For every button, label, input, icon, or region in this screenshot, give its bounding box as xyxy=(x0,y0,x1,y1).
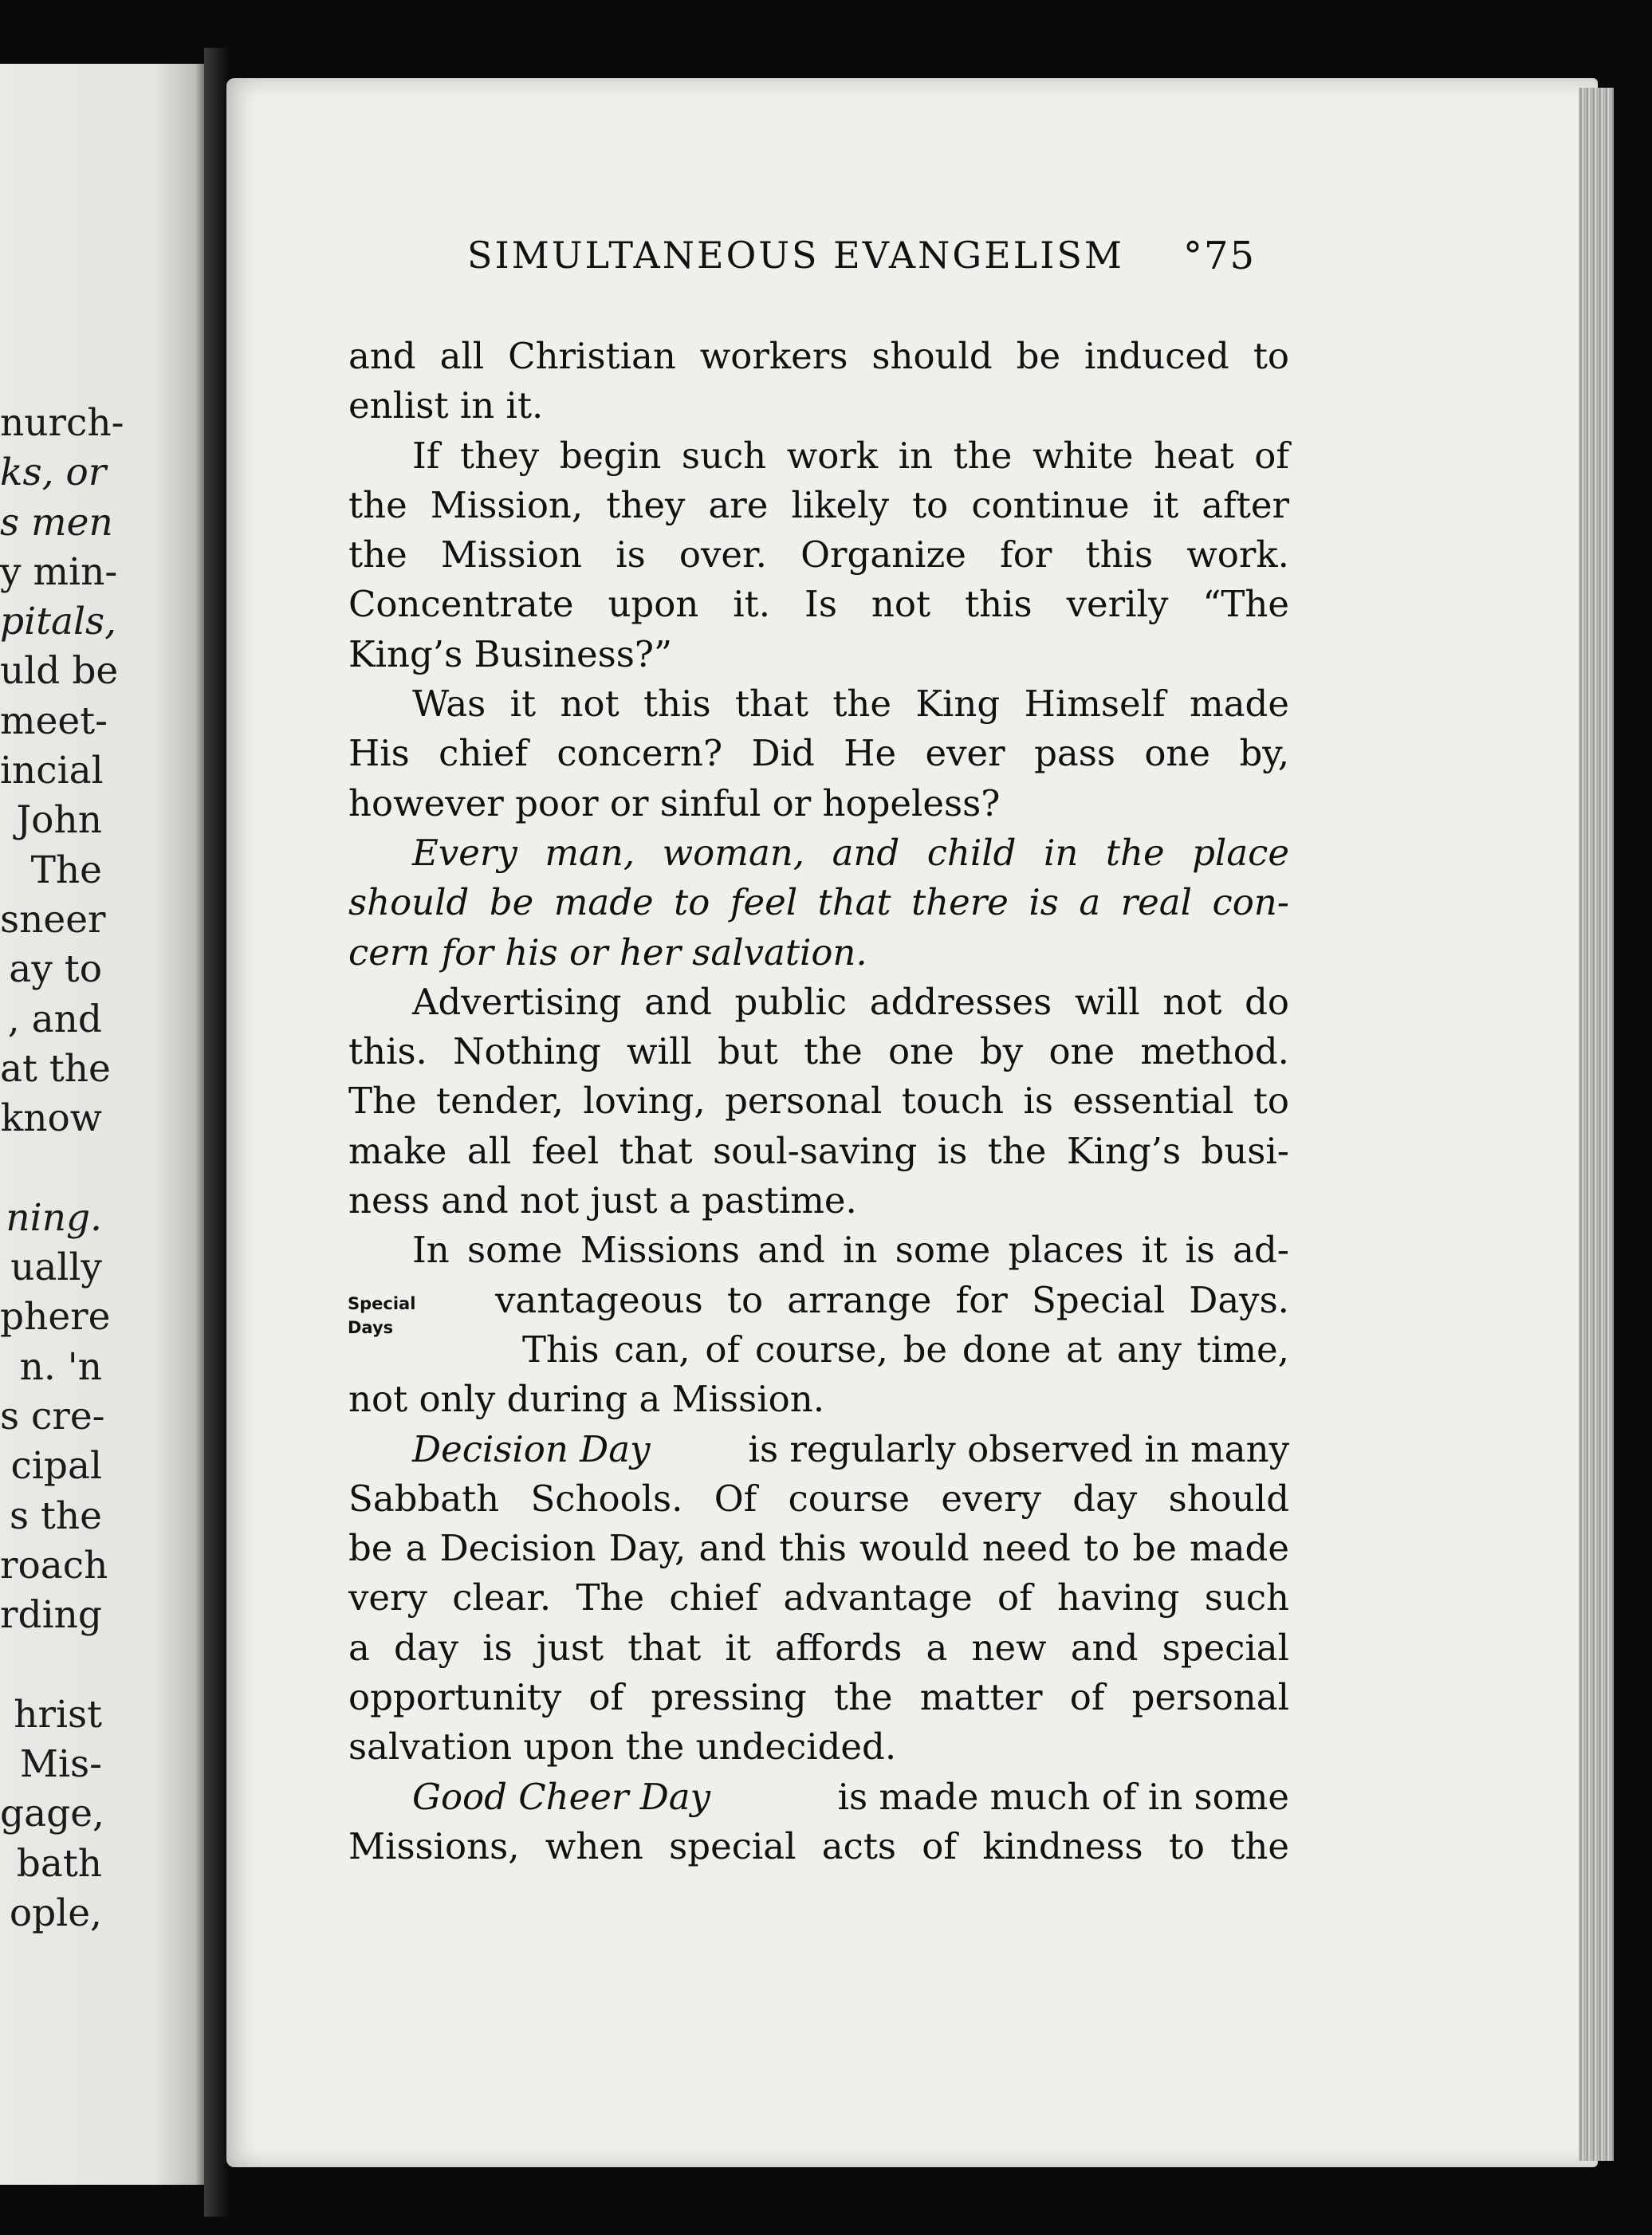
left-line: rding xyxy=(0,1593,102,1638)
text-span: is regularly observed in many xyxy=(748,1427,1289,1470)
text-line: should be made to feel that there is a real con- xyxy=(348,881,1289,924)
text-line: the Mission is over. Organize for this work. xyxy=(348,533,1289,576)
left-line: incial xyxy=(0,749,104,793)
text-line: the Mission, they are likely to continue it after xyxy=(348,483,1289,526)
left-line: ay to xyxy=(9,947,102,992)
text-line: In some Missions and in some places it is ad- xyxy=(412,1229,1289,1272)
text-line: enlist in it. xyxy=(348,384,544,427)
text-line: very clear. The chief advantage of having such xyxy=(348,1576,1289,1619)
text-line: The tender, loving, personal touch is essential to xyxy=(348,1080,1289,1123)
left-line: cipal xyxy=(10,1444,102,1489)
margin-note-line: Days xyxy=(348,1318,394,1337)
left-line: y min- xyxy=(0,549,118,594)
left-line: at the xyxy=(0,1046,111,1091)
text-line: Every man, woman, and child in the place xyxy=(412,831,1289,874)
page-edges xyxy=(1579,88,1614,2161)
left-line: uld be xyxy=(0,649,119,694)
left-page-text xyxy=(0,399,206,1938)
left-line: pitals, xyxy=(0,600,117,644)
text-line: be a Decision Day, and this would need to be made xyxy=(348,1527,1289,1570)
text-line: His chief concern? Did He ever pass one by, xyxy=(348,732,1289,775)
left-line: bath xyxy=(16,1841,102,1886)
text-line: salvation upon the undecided. xyxy=(348,1725,897,1769)
left-line: s cre- xyxy=(0,1394,105,1438)
text-line: cern for his or her salvation. xyxy=(348,931,867,974)
text-line: Advertising and public addresses will not do xyxy=(412,980,1289,1023)
text-line: Sabbath Schools. Of course every day should xyxy=(348,1477,1289,1520)
good-cheer-day-term: Good Cheer Day xyxy=(412,1775,711,1818)
book-gutter xyxy=(204,48,228,2217)
left-line: ually xyxy=(10,1245,102,1290)
left-line: Mis- xyxy=(19,1742,102,1787)
left-line: ning. xyxy=(6,1195,102,1240)
text-line: and all Christian workers should be induced to xyxy=(348,335,1289,377)
left-line xyxy=(0,1640,206,1690)
left-line: John xyxy=(16,798,102,843)
left-line: , and xyxy=(7,997,102,1041)
left-line: s men xyxy=(0,500,113,545)
text-line xyxy=(348,1773,1289,1822)
text-line: This can, of course, be done at any time, xyxy=(522,1328,1289,1371)
left-line: sneer xyxy=(0,897,106,942)
left-line: know xyxy=(0,1096,102,1141)
left-line: hrist xyxy=(14,1692,102,1737)
text-line: If they begin such work in the white heat of xyxy=(412,434,1289,477)
text-line: make all feel that soul-saving is the King’s busi- xyxy=(348,1129,1289,1172)
left-line: n. 'n xyxy=(19,1344,102,1389)
text-line xyxy=(348,1425,1289,1474)
left-line: roach xyxy=(0,1543,108,1588)
text-line: King’s Business?” xyxy=(348,632,672,675)
text-line: a day is just that it affords a new and special xyxy=(348,1626,1289,1669)
text-line: this. Nothing will but the one by one method. xyxy=(348,1030,1289,1073)
text-line: ness and not just a pastime. xyxy=(348,1179,857,1222)
left-line: nurch- xyxy=(0,401,124,445)
left-page xyxy=(0,64,206,2185)
left-line: phere xyxy=(0,1295,111,1340)
left-line: ople, xyxy=(9,1891,102,1935)
text-line: opportunity of pressing the matter of personal xyxy=(348,1676,1289,1719)
margin-note-line: Special xyxy=(348,1294,416,1313)
text-line: Concentrate upon it. Is not this verily “The xyxy=(348,583,1289,626)
running-head: SIMULTANEOUS EVANGELISM xyxy=(467,234,1124,277)
text-span: is made much of in some xyxy=(837,1775,1289,1818)
text-line: vantageous to arrange for Special Days. xyxy=(495,1278,1289,1321)
text-line: not only during a Mission. xyxy=(348,1378,824,1421)
text-line: however poor or sinful or hopeless? xyxy=(348,781,1001,824)
left-line: s the xyxy=(9,1493,102,1538)
left-line: meet- xyxy=(0,698,108,743)
left-line: ks, or xyxy=(0,451,107,495)
left-line xyxy=(0,1143,206,1193)
left-line: The xyxy=(30,848,102,892)
left-line: gage, xyxy=(0,1792,104,1836)
text-line: Was it not this that the King Himself made xyxy=(412,683,1289,726)
page-body xyxy=(348,332,1289,1871)
text-line: Missions, when special acts of kindness to the xyxy=(348,1824,1289,1867)
decision-day-term: Decision Day xyxy=(412,1427,651,1470)
page-number: °75 xyxy=(1183,234,1257,278)
